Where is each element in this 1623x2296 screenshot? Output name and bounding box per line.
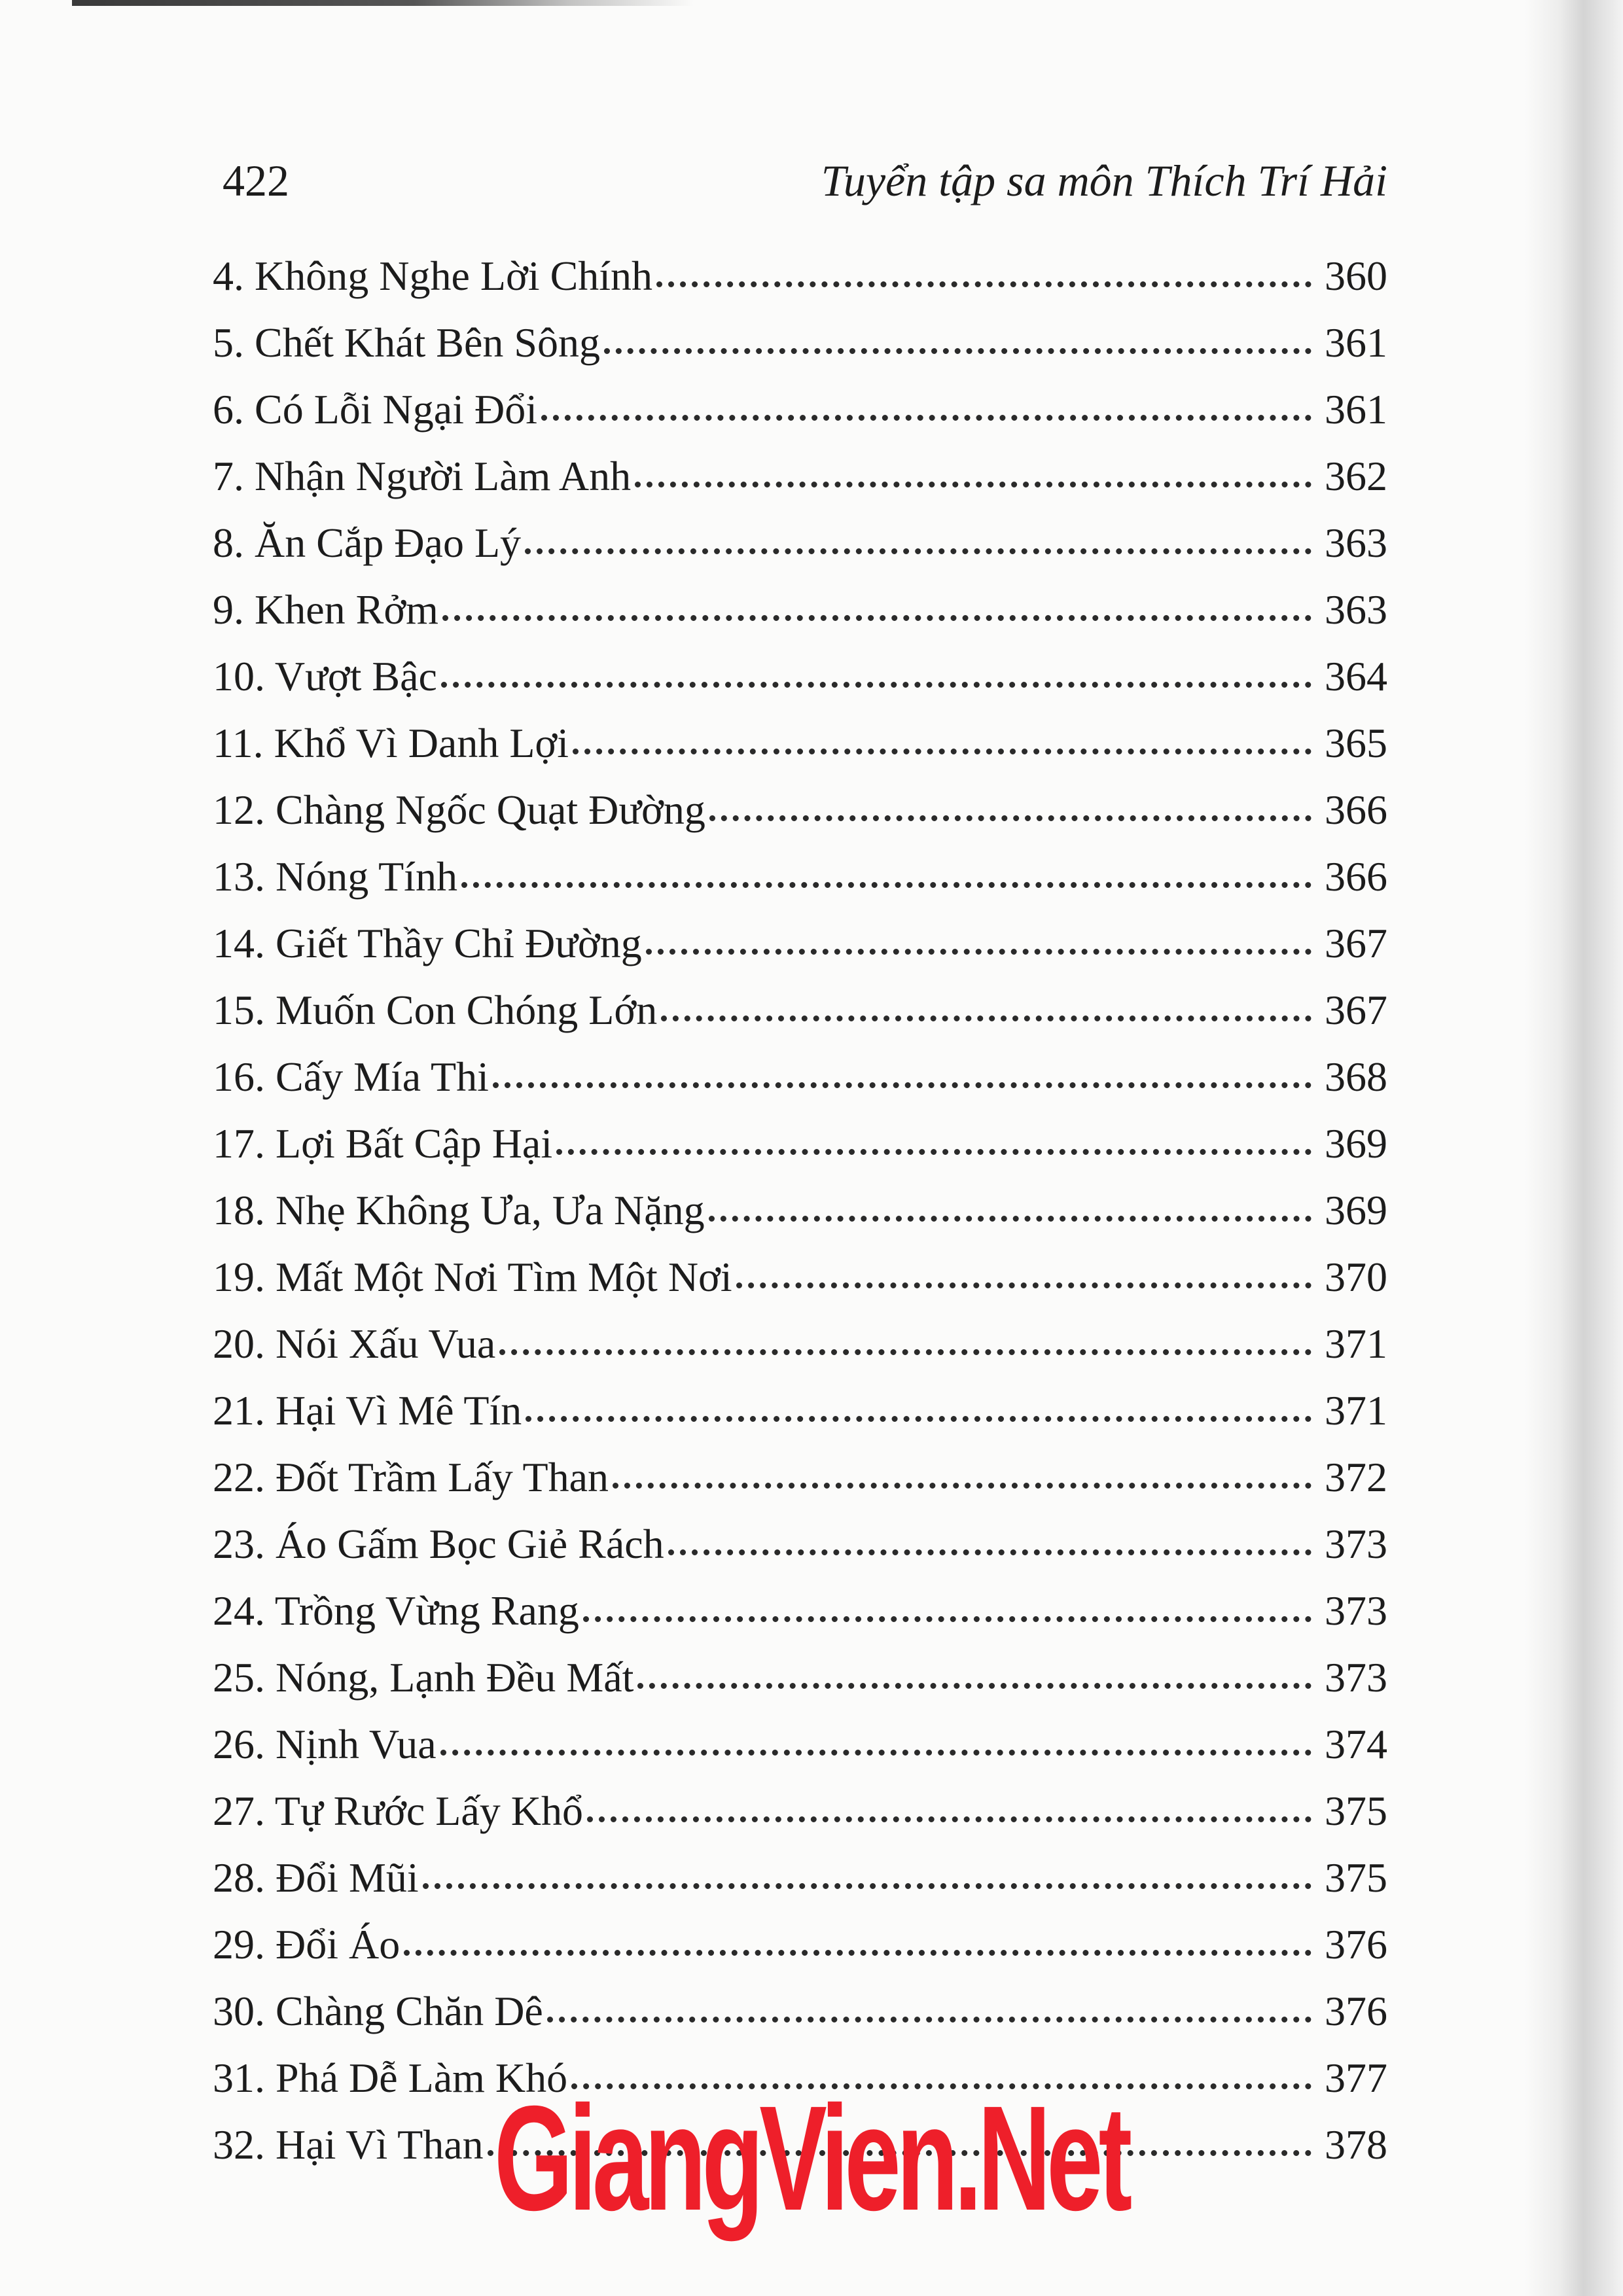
toc-entry-page: 374 — [1325, 1721, 1387, 1767]
toc-entry-page: 364 — [1325, 653, 1387, 699]
toc-entry-page: 376 — [1325, 1988, 1387, 2034]
toc-entry — [213, 776, 1387, 843]
toc-entry-page: 378 — [1325, 2121, 1387, 2168]
toc-entry — [213, 1310, 1387, 1377]
dot-leader — [587, 1775, 1311, 1822]
toc-entry-title: 19. Mất Một Nơi Tìm Một Nơi — [213, 1254, 732, 1300]
dot-leader — [541, 373, 1311, 421]
toc-entry-page: 366 — [1325, 786, 1387, 833]
dot-leader — [709, 1174, 1311, 1222]
dot-leader — [493, 1040, 1311, 1088]
toc-entry-title: 27. Tự Rước Lấy Khổ — [213, 1788, 583, 1834]
toc-entry-title: 8. Ăn Cắp Đạo Lý — [213, 520, 522, 566]
toc-entry-page: 377 — [1325, 2055, 1387, 2101]
dot-leader — [661, 974, 1311, 1021]
running-title: Tuyển tập sa môn Thích Trí Hải — [821, 156, 1387, 205]
toc-entry-page: 376 — [1325, 1921, 1387, 1968]
toc-entry-page: 363 — [1325, 520, 1387, 566]
toc-entry-title: 31. Phá Dễ Làm Khó — [213, 2055, 568, 2101]
toc-entry-page: 373 — [1325, 1654, 1387, 1701]
toc-entry-page: 366 — [1325, 853, 1387, 900]
toc-entry-page: 369 — [1325, 1120, 1387, 1167]
toc-entry-title: 6. Có Lỗi Ngại Đổi — [213, 386, 537, 433]
dot-leader — [635, 440, 1311, 487]
dot-leader — [583, 1574, 1311, 1622]
toc-entry — [213, 1911, 1387, 1977]
toc-entry — [213, 709, 1387, 776]
toc-entry — [213, 1176, 1387, 1243]
toc-entry — [213, 1243, 1387, 1310]
toc-entry-title: 20. Nói Xấu Vua — [213, 1320, 496, 1367]
toc-entry-title: 30. Chàng Chăn Dê — [213, 1988, 543, 2034]
toc-entry-title: 23. Áo Gấm Bọc Giẻ Rách — [213, 1521, 664, 1567]
toc-entry-title: 32. Hại Vì Than — [213, 2121, 484, 2168]
toc-entry-title: 11. Khổ Vì Danh Lợi — [213, 720, 569, 766]
toc-entry-title: 18. Nhẹ Không Ưa, Ưa Nặng — [213, 1187, 705, 1233]
dot-leader — [646, 907, 1311, 955]
toc-entry-page: 362 — [1325, 453, 1387, 499]
dot-leader — [736, 1241, 1311, 1288]
toc-entry — [213, 376, 1387, 442]
toc-entry-title: 28. Đổi Mũi — [213, 1854, 419, 1901]
dot-leader — [461, 840, 1311, 888]
table-of-contents — [213, 242, 1387, 2178]
toc-entry-page: 372 — [1325, 1454, 1387, 1500]
dot-leader — [637, 1641, 1311, 1689]
dot-leader — [668, 1508, 1311, 1555]
toc-entry — [213, 1510, 1387, 1577]
dot-leader — [556, 1107, 1311, 1155]
toc-entry — [213, 509, 1387, 576]
toc-entry-title: 14. Giết Thầy Chỉ Đường — [213, 920, 642, 966]
dot-leader — [423, 1841, 1311, 1889]
toc-entry-page: 361 — [1325, 386, 1387, 433]
toc-entry-page: 375 — [1325, 1788, 1387, 1834]
toc-entry-title: 9. Khen Rởm — [213, 586, 438, 633]
dot-leader — [709, 773, 1311, 821]
toc-entry-title: 5. Chết Khát Bên Sông — [213, 319, 600, 366]
toc-entry — [213, 1644, 1387, 1710]
toc-entry-page: 373 — [1325, 1587, 1387, 1634]
toc-entry-page: 367 — [1325, 920, 1387, 966]
toc-entry-page: 367 — [1325, 987, 1387, 1033]
dot-leader — [613, 1441, 1311, 1489]
toc-entry — [213, 1043, 1387, 1110]
toc-entry — [213, 1710, 1387, 1777]
dot-leader — [440, 1708, 1311, 1756]
dot-leader — [656, 239, 1311, 287]
toc-entry-title: 16. Cấy Mía Thi — [213, 1053, 489, 1100]
toc-entry-title: 10. Vượt Bậc — [213, 653, 437, 699]
dot-leader — [573, 707, 1311, 754]
dot-leader — [499, 1307, 1311, 1355]
toc-entry-title: 4. Không Nghe Lời Chính — [213, 253, 653, 299]
toc-entry-page: 371 — [1325, 1320, 1387, 1367]
toc-entry — [213, 1577, 1387, 1644]
toc-entry-title: 12. Chàng Ngốc Quạt Đường — [213, 786, 705, 833]
toc-entry — [213, 976, 1387, 1043]
dot-leader — [441, 640, 1311, 688]
toc-entry-title: 17. Lợi Bất Cập Hại — [213, 1120, 553, 1167]
toc-entry — [213, 309, 1387, 376]
page-number: 422 — [223, 156, 289, 205]
toc-entry — [213, 843, 1387, 910]
dot-leader — [442, 573, 1311, 621]
toc-entry-page: 361 — [1325, 319, 1387, 366]
toc-entry — [213, 1377, 1387, 1443]
toc-entry-title: 7. Nhận Người Làm Anh — [213, 453, 632, 499]
toc-entry-title: 22. Đốt Trầm Lấy Than — [213, 1454, 609, 1500]
toc-entry-title: 29. Đổi Áo — [213, 1921, 401, 1968]
page-header — [223, 131, 1387, 203]
toc-entry — [213, 442, 1387, 509]
dot-leader — [404, 1908, 1311, 1956]
toc-entry-page: 363 — [1325, 586, 1387, 633]
toc-entry-page: 373 — [1325, 1521, 1387, 1567]
toc-entry-title: 15. Muốn Con Chóng Lớn — [213, 987, 658, 1033]
dot-leader — [525, 506, 1311, 554]
toc-entry-page: 371 — [1325, 1387, 1387, 1434]
toc-entry-page: 365 — [1325, 720, 1387, 766]
toc-entry — [213, 576, 1387, 643]
page-gutter-shadow — [1525, 0, 1623, 2296]
toc-entry-title: 26. Nịnh Vua — [213, 1721, 437, 1767]
toc-entry — [213, 1777, 1387, 1844]
watermark: GiangVien.Net — [494, 2075, 1128, 2242]
toc-entry-title: 25. Nóng, Lạnh Đều Mất — [213, 1654, 634, 1701]
toc-entry — [213, 1844, 1387, 1911]
toc-entry — [213, 643, 1387, 709]
toc-entry-title: 21. Hại Vì Mê Tín — [213, 1387, 522, 1434]
page-top-edge — [72, 0, 694, 6]
dot-leader — [526, 1374, 1311, 1422]
toc-entry-title: 24. Trồng Vừng Rang — [213, 1587, 579, 1634]
toc-entry — [213, 1110, 1387, 1176]
toc-entry-page: 360 — [1325, 253, 1387, 299]
toc-entry-page: 368 — [1325, 1053, 1387, 1100]
toc-entry — [213, 1977, 1387, 2044]
toc-entry-page: 369 — [1325, 1187, 1387, 1233]
toc-entry-page: 375 — [1325, 1854, 1387, 1901]
toc-entry-page: 370 — [1325, 1254, 1387, 1300]
dot-leader — [604, 306, 1311, 354]
toc-entry — [213, 910, 1387, 976]
toc-entry — [213, 242, 1387, 309]
dot-leader — [547, 1975, 1311, 2022]
toc-entry — [213, 1443, 1387, 1510]
toc-entry-title: 13. Nóng Tính — [213, 853, 457, 900]
